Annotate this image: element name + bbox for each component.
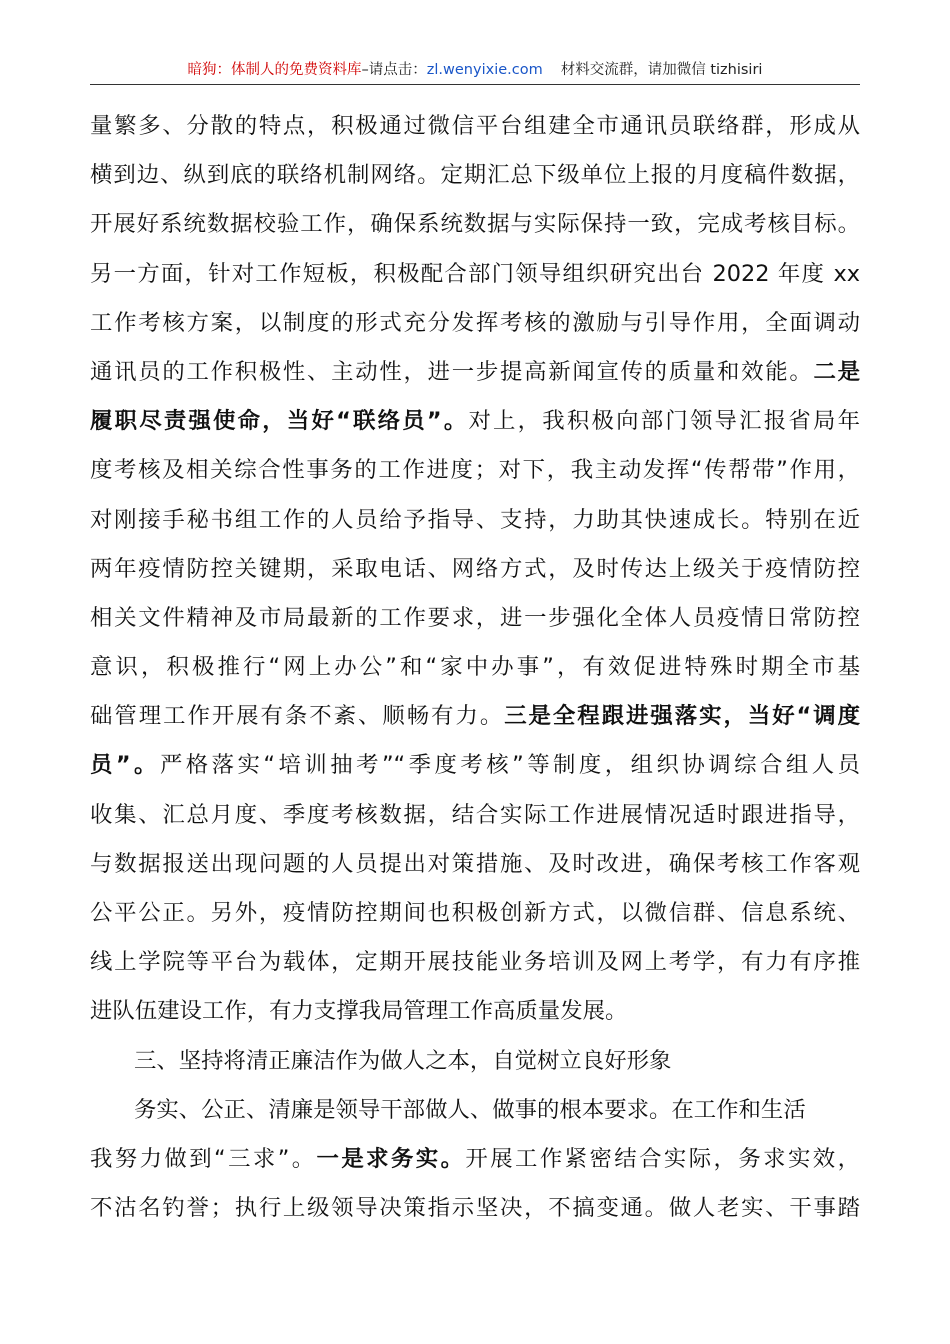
text-line: 公平公正。另外，疫情防控期间也积极创新方式，以微信群、信息系统、 bbox=[90, 900, 860, 926]
text-run: 础管理工作开展有条不紊、顺畅有力。 bbox=[90, 703, 505, 730]
header-click-prompt: –请点击： bbox=[361, 62, 427, 78]
text-line: 工作考核方案，以制度的形式充分发挥考核的激励与引导作用，全面调动 bbox=[90, 309, 860, 336]
text-line: 横到边、纵到底的联络机制网络。定期汇总下级单位上报的月度稿件数据， bbox=[90, 162, 860, 189]
header-divider bbox=[90, 84, 860, 85]
bold-heading-run: 履职尽责强使命，当好“联络员”。 bbox=[90, 408, 469, 435]
header-contact: 材料交流群，请加微信 tizhisiri bbox=[560, 62, 763, 78]
section-heading: 三、坚持将清正廉洁作为做人之本，自觉树立良好形象 bbox=[134, 1047, 672, 1074]
bold-heading-run: 一是求务实。 bbox=[316, 1145, 466, 1172]
text-line: 对刚接手秘书组工作的人员给予指导、支持，力助其快速成长。特别在近 bbox=[90, 506, 860, 533]
text-run: 通讯员的工作积极性、主动性，进一步提高新闻宣传的质量和效能。 bbox=[90, 358, 814, 385]
text-line bbox=[90, 692, 860, 741]
text-line bbox=[90, 348, 860, 397]
text-line: 进队伍建设工作，有力支撑我局管理工作高质量发展。 bbox=[90, 998, 628, 1025]
text-line: 相关文件精神及市局最新的工作要求，进一步强化全体人员疫情日常防控 bbox=[90, 604, 860, 631]
bold-heading-run: 三是全程跟进强落实，当好“调度 bbox=[504, 703, 860, 730]
text-run: 开展工作紧密结合实际，务求实效， bbox=[465, 1145, 860, 1172]
text-line: 不沽名钓誉；执行上级领导决策指示坚决，不搞变通。做人老实、干事踏 bbox=[90, 1195, 860, 1222]
text-line: 与数据报送出现问题的人员提出对策措施、及时改进，确保考核工作客观 bbox=[90, 850, 860, 877]
bold-heading-run: 二是 bbox=[813, 358, 860, 385]
text-line bbox=[90, 397, 860, 446]
text-line: 两年疫情防控关键期，采取电话、网络方式，及时传达上级关于疫情防控 bbox=[90, 555, 860, 582]
text-line: 线上学院等平台为载体，定期开展技能业务培训及网上考学，有力有序推 bbox=[90, 949, 860, 976]
text-line: 意识，积极推行“网上办公”和“家中办事”，有效促进特殊时期全市基 bbox=[90, 654, 860, 681]
text-line: 收集、汇总月度、季度考核数据，结合实际工作进展情况适时跟进指导， bbox=[90, 801, 860, 828]
text-run: 严格落实“培训抽考”“季度考核”等制度，组织协调综合组人员 bbox=[159, 752, 860, 779]
text-line: 另一方面，针对工作短板，积极配合部门领导组织研究出台 2022 年度 xx bbox=[90, 260, 860, 287]
text-line: 务实、公正、清廉是领导干部做人、做事的根本要求。在工作和生活 bbox=[134, 1096, 806, 1123]
text-line: 开展好系统数据校验工作，确保系统数据与实际保持一致，完成考核目标。 bbox=[90, 211, 860, 238]
text-run: 我努力做到“三求”。 bbox=[90, 1145, 317, 1172]
text-line bbox=[90, 1135, 860, 1184]
header-site-name: 暗狗：体制人的免费资料库 bbox=[187, 62, 362, 78]
page-header bbox=[90, 58, 860, 82]
text-line: 量繁多、分散的特点，积极通过微信平台组建全市通讯员联络群，形成从 bbox=[90, 113, 860, 139]
header-url-link[interactable]: zl.wenyixie.com bbox=[426, 62, 543, 78]
text-run: 对上，我积极向部门领导汇报省局年 bbox=[468, 408, 860, 435]
document-body bbox=[90, 102, 860, 1233]
text-line bbox=[90, 741, 860, 790]
bold-heading-run: 员”。 bbox=[90, 752, 160, 779]
text-line: 度考核及相关综合性事务的工作进度；对下，我主动发挥“传帮带”作用， bbox=[90, 457, 860, 484]
